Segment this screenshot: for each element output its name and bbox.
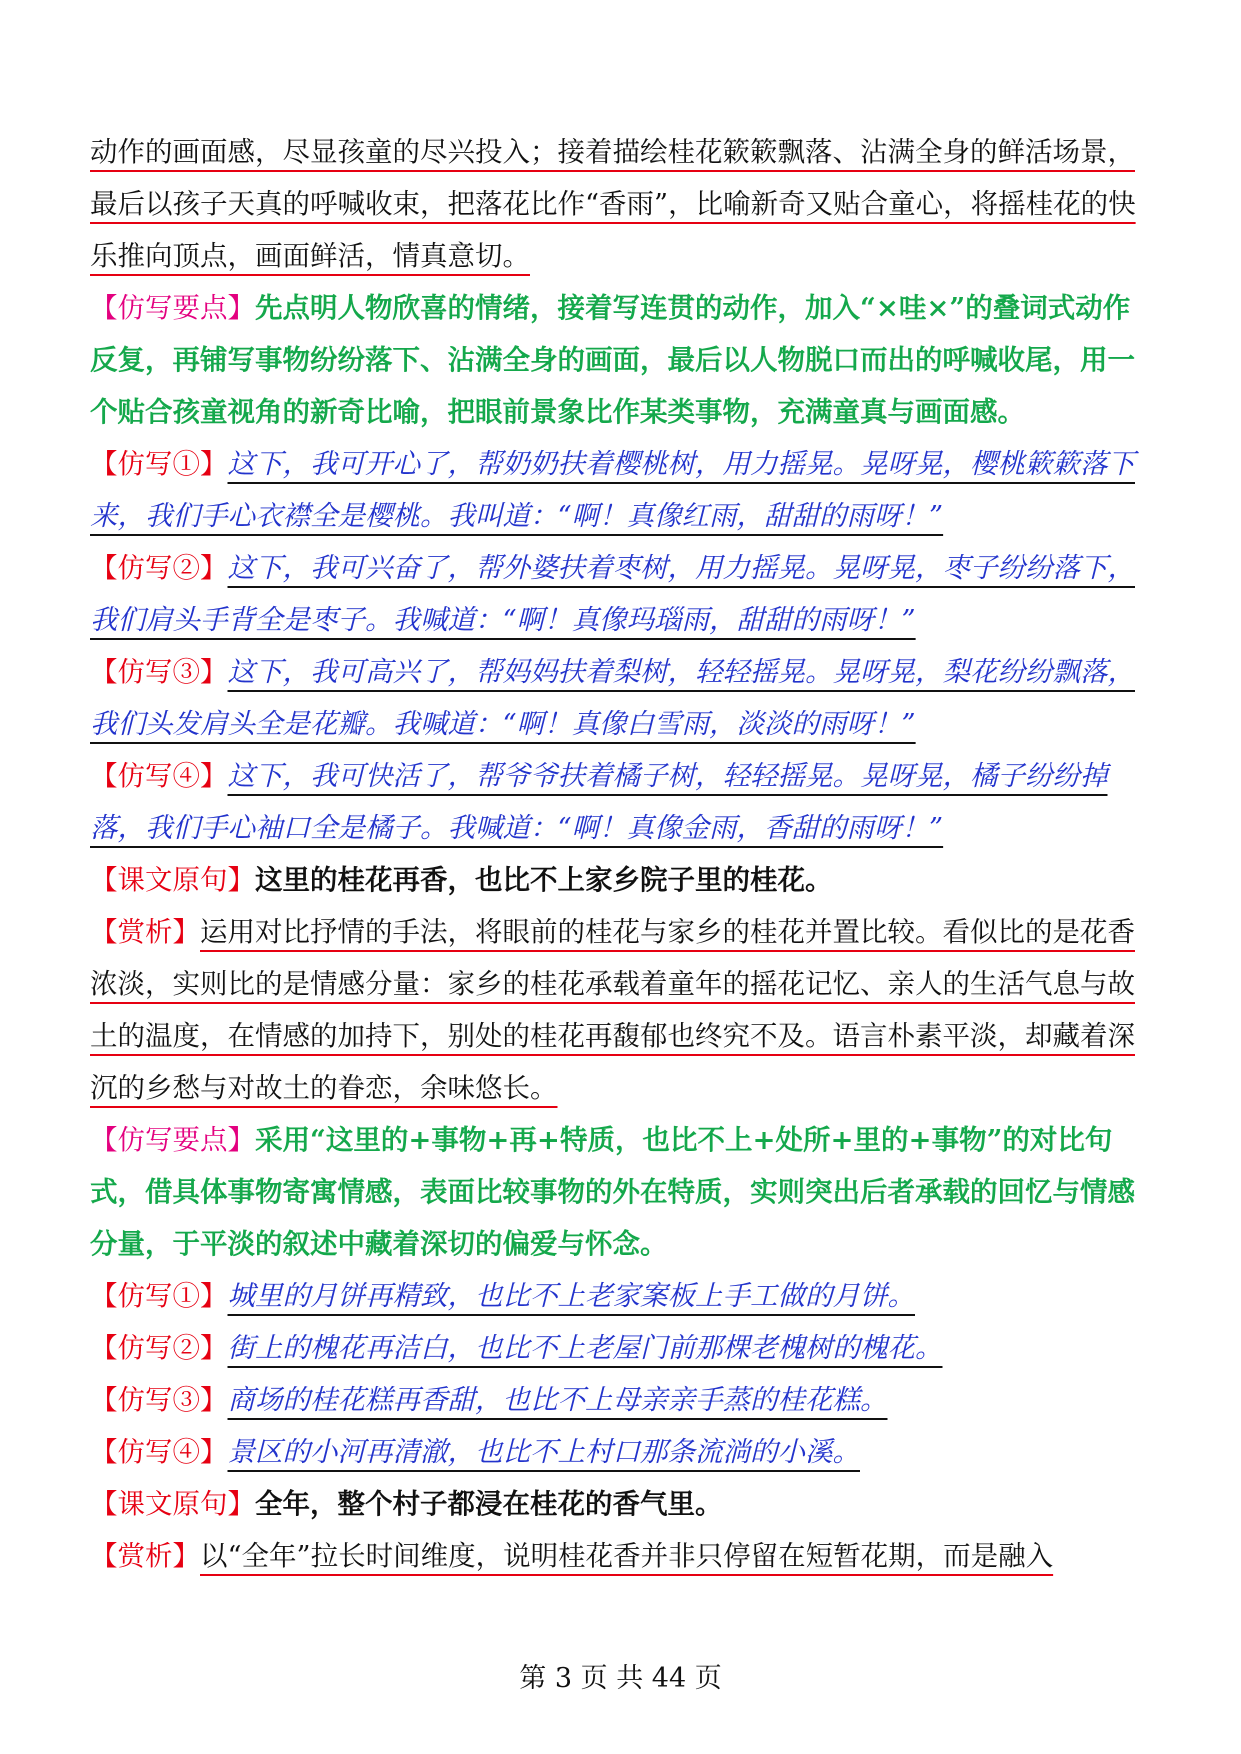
tips-paragraph-2 (90, 1114, 1152, 1270)
imitation-tag: 【仿写②】 (90, 552, 228, 584)
tips-tag: 【仿写要点】 (90, 1124, 255, 1156)
imitation-2-2 (90, 1322, 1152, 1374)
intro-analysis-text: 动作的画面感，尽显孩童的尽兴投入；接着描绘桂花簌簌飘落、沾满全身的鲜活场景，最后以孩子天真的呼喊收束，把落花比作“香雨”，比喻新奇又贴合童心，将摇桂花的快乐推向顶点，画面鲜活，情真意切。 (90, 136, 1136, 272)
imitation-text: 街上的槐花再洁白，也比不上老屋门前那棵老槐树的槐花。 (227, 1332, 943, 1364)
original-sentence-2 (90, 854, 1152, 906)
imitation-text: 这下，我可高兴了，帮妈妈扶着梨树，轻轻摇晃。晃呀晃，梨花纷纷飘落，我们头发肩头全是花瓣。我喊道：“啊！真像白雪雨，淡淡的雨呀！” (90, 656, 1135, 740)
imitation-2-4 (90, 1426, 1152, 1478)
original-text: 这里的桂花再香，也比不上家乡院子里的桂花。 (255, 864, 833, 896)
imitation-tag: 【仿写④】 (90, 760, 228, 792)
original-text: 全年，整个村子都浸在桂花的香气里。 (255, 1488, 723, 1520)
imitation-1-3 (90, 646, 1152, 750)
imitation-tag: 【仿写④】 (90, 1436, 228, 1468)
imitation-text: 这下，我可开心了，帮奶奶扶着樱桃树，用力摇晃。晃呀晃，樱桃簌簌落下来，我们手心衣襟全是樱桃。我叫道：“啊！真像红雨，甜甜的雨呀！” (90, 448, 1135, 532)
analysis-paragraph-3 (90, 1530, 1152, 1582)
imitation-text: 这下，我可兴奋了，帮外婆扶着枣树，用力摇晃。晃呀晃，枣子纷纷落下，我们肩头手背全是枣子。我喊道：“啊！真像玛瑙雨，甜甜的雨呀！” (90, 552, 1135, 636)
imitation-1-2 (90, 542, 1152, 646)
imitation-tag: 【仿写①】 (90, 448, 228, 480)
original-sentence-3 (90, 1478, 1152, 1530)
imitation-tag: 【仿写①】 (90, 1280, 228, 1312)
tips-text: 采用“这里的+事物+再+特质，也比不上+处所+里的+事物”的对比句式，借具体事物寄寓情感，表面比较事物的外在特质，实则突出后者承载的回忆与情感分量，于平淡的叙述中藏着深切的偏爱与怀念。 (90, 1124, 1135, 1260)
imitation-tag: 【仿写②】 (90, 1332, 228, 1364)
imitation-tag: 【仿写③】 (90, 1384, 228, 1416)
imitation-text: 城里的月饼再精致，也比不上老家案板上手工做的月饼。 (227, 1280, 915, 1312)
original-tag: 【课文原句】 (90, 1488, 255, 1520)
imitation-2-3 (90, 1374, 1152, 1426)
analysis-text: 运用对比抒情的手法，将眼前的桂花与家乡的桂花并置比较。看似比的是花香浓淡，实则比的是情感分量：家乡的桂花承载着童年的摇花记忆、亲人的生活气息与故土的温度，在情感的加持下，别处的桂花再馥郁也终究不及。语言朴素平淡，却藏着深沉的乡愁与对故土的眷恋，余味悠长。 (90, 916, 1135, 1104)
analysis-paragraph-2 (90, 906, 1152, 1114)
analysis-tag: 【赏析】 (90, 1540, 200, 1572)
analysis-tag: 【赏析】 (90, 916, 200, 948)
tips-text: 先点明人物欣喜的情绪，接着写连贯的动作，加入“×哇×”的叠词式动作反复，再铺写事物纷纷落下、沾满全身的画面，最后以人物脱口而出的呼喊收尾，用一个贴合孩童视角的新奇比喻，把眼前景象比作某类事物，充满童真与画面感。 (90, 292, 1135, 428)
imitation-text: 景区的小河再清澈，也比不上村口那条流淌的小溪。 (227, 1436, 860, 1468)
original-tag: 【课文原句】 (90, 864, 255, 896)
intro-analysis-paragraph (90, 126, 1152, 282)
tips-tag: 【仿写要点】 (90, 292, 255, 324)
analysis-text: 以“全年”拉长时间维度，说明桂花香并非只停留在短暂花期，而是融入 (200, 1540, 1054, 1572)
imitation-1-4 (90, 750, 1152, 854)
page-number-footer: 第 3 页 共 44 页 (519, 1663, 722, 1694)
imitation-tag: 【仿写③】 (90, 656, 228, 688)
imitation-1-1 (90, 438, 1152, 542)
imitation-text: 商场的桂花糕再香甜，也比不上母亲亲手蒸的桂花糕。 (227, 1384, 888, 1416)
imitation-text: 这下，我可快活了，帮爷爷扶着橘子树，轻轻摇晃。晃呀晃，橘子纷纷掉落，我们手心袖口全是橘子。我喊道：“啊！真像金雨，香甜的雨呀！” (90, 760, 1108, 844)
imitation-2-1 (90, 1270, 1152, 1322)
tips-paragraph-1 (90, 282, 1152, 438)
document-body (90, 126, 1152, 1582)
